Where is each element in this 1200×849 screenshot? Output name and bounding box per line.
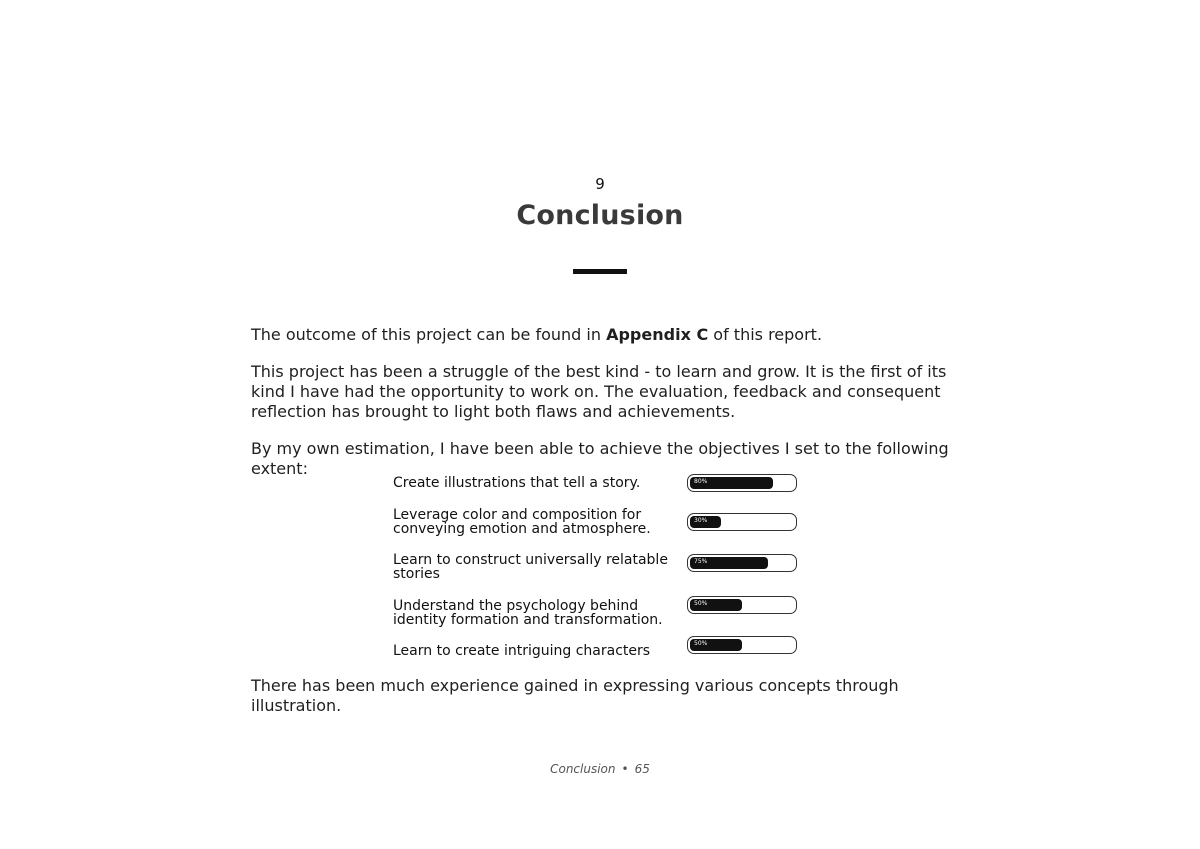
objective-label: Learn to create intriguing characters <box>393 643 651 659</box>
outcome-text-start: The outcome of this project can be found in <box>251 325 607 344</box>
objective-percent-label: 30% <box>694 517 708 524</box>
objective-progress-bar <box>687 596 797 614</box>
chapter-number: 9 <box>595 175 605 193</box>
objective-percent-label: 50% <box>694 640 708 647</box>
chapter-title: Conclusion <box>516 200 684 231</box>
page-number: 65 <box>634 762 650 776</box>
objective-label: Learn to construct universally relatable stories <box>393 552 668 582</box>
objective-label: Leverage color and composition for conveying emotion and atmosphere. <box>393 507 651 537</box>
paragraph-outcome <box>251 325 961 345</box>
page-footer <box>0 762 1200 776</box>
paragraph-struggle: This project has been a struggle of the best kind - to learn and grow. It is the first of its kind I have had the opportunity to work on. The evaluation, feedback and consequent reflection has brought to light both flaws and achievements. <box>251 362 947 421</box>
footer-section: Conclusion <box>550 762 616 776</box>
paragraph-experience: There has been much experience gained in expressing various concepts through illustration. <box>251 676 899 715</box>
objective-progress-bar <box>687 554 797 572</box>
objective-percent-label: 80% <box>694 478 708 485</box>
objective-progress-bar <box>687 636 797 654</box>
objective-percent-label: 50% <box>694 600 708 607</box>
footer-separator: • <box>621 762 629 776</box>
title-divider <box>573 269 627 274</box>
objective-progress-bar <box>687 513 797 531</box>
appendix-reference: Appendix C <box>606 325 709 344</box>
objective-label: Create illustrations that tell a story. <box>393 475 641 491</box>
objective-label: Understand the psychology behind identity formation and transformation. <box>393 598 663 628</box>
objective-percent-label: 75% <box>694 558 708 565</box>
outcome-text-end: of this report. <box>708 325 823 344</box>
objective-progress-bar <box>687 474 797 492</box>
paragraph-estimation: By my own estimation, I have been able to achieve the objectives I set to the following extent: <box>251 439 949 478</box>
